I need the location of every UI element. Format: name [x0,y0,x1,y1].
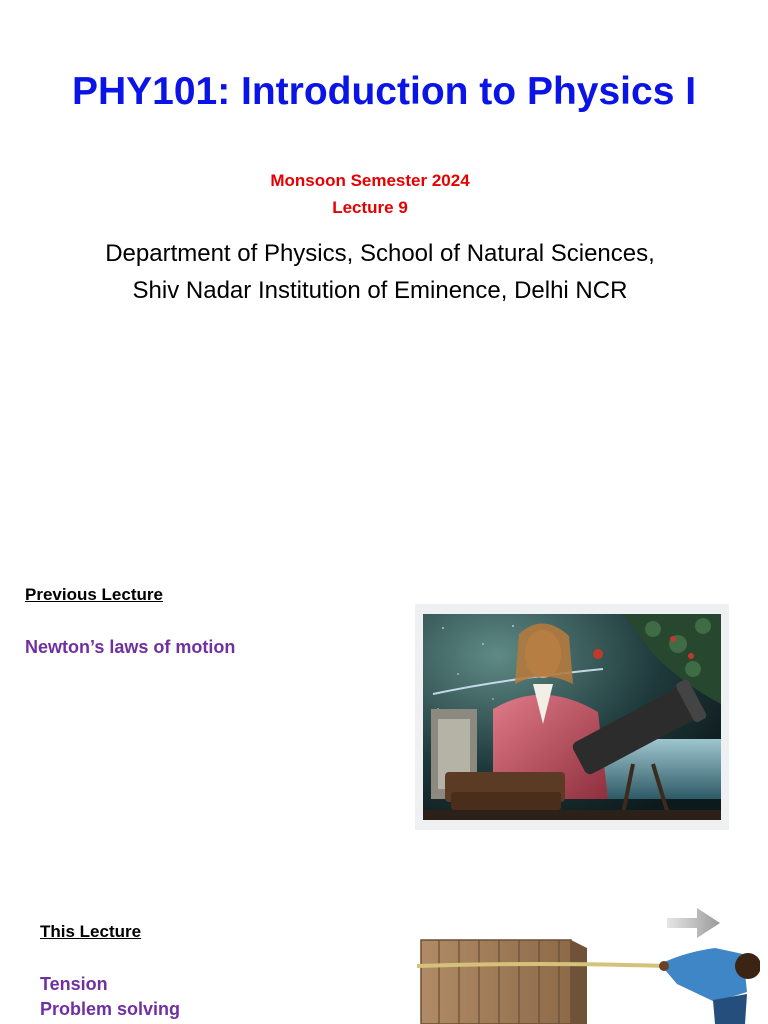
tension-illustration [415,900,760,1024]
this-lecture-topics [40,972,180,1022]
newton-painting-image [423,614,721,820]
crate [421,940,587,1024]
department-line-2: Shiv Nadar Institution of Eminence, Delhi NCR [132,277,628,304]
topic-tension: Tension [40,974,108,994]
rope [417,964,665,966]
previous-lecture-topic: Newton’s laws of motion [25,637,236,657]
semester-label: Monsoon Semester 2024 [270,171,470,190]
department-line-1: Department of Physics, School of Natural Sciences, [105,240,655,267]
topic-problem-solving: Problem solving [40,999,181,1019]
pulling-person [659,948,760,1024]
lecture-number: Lecture 9 [332,198,408,217]
previous-lecture-heading: Previous Lecture [25,585,163,604]
newton-painting [415,604,729,830]
arrow-right-icon [667,908,720,938]
this-lecture-heading: This Lecture [40,922,142,941]
slide-title: PHY101: Introduction to Physics I [71,70,697,113]
